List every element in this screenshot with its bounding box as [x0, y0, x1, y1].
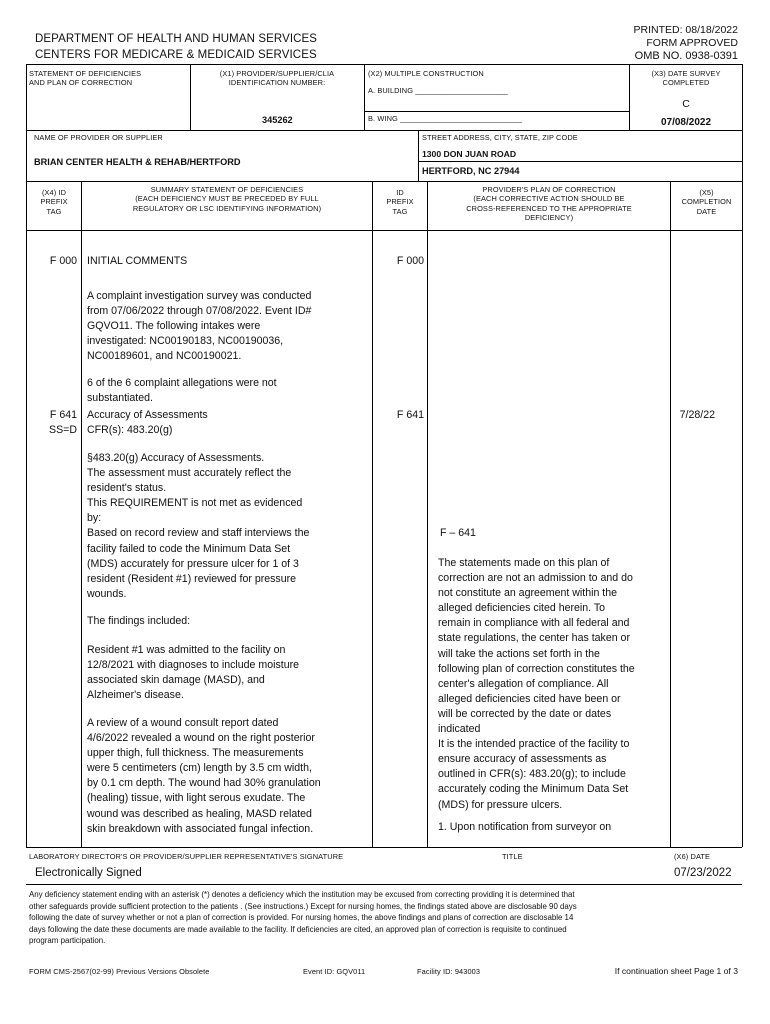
plan-column-header: PROVIDER'S PLAN OF CORRECTION (EACH CORRECTIVE ACTION SHOULD BE CROSS-REFERENCED TO THE APPROPRIATE DEFICIENCY)	[466, 185, 632, 223]
facility-id: Facility ID: 943003	[417, 967, 481, 976]
agency-title: CENTERS FOR MEDICARE & MEDICAID SERVICES	[35, 49, 317, 61]
resident-text: Resident #1 was admitted to the facility on 12/8/2021 with diagnoses to include moisture associated skin damage (MASD), and Alzheimer's disease.	[87, 644, 300, 702]
f641-prefix: F 641	[49, 409, 77, 421]
building-label: A. BUILDING ______________________	[368, 86, 508, 95]
department-title: DEPARTMENT OF HEALTH AND HUMAN SERVICES	[35, 33, 318, 45]
summary-column-header: SUMMARY STATEMENT OF DEFICIENCIES (EACH DEFICIENCY MUST BE PRECEDED BY FULL REGULATORY OR LSC IDENTIFYING INFORMATION)	[132, 185, 322, 213]
signature-value: Electronically Signed	[35, 867, 142, 879]
street-address: 1300 DON JUAN ROAD	[422, 149, 517, 159]
x4-column-header: (X4) ID PREFIX TAG	[40, 188, 68, 216]
address-label: STREET ADDRESS, CITY, STATE, ZIP CODE	[422, 133, 578, 142]
form-number: FORM CMS-2567(02-99) Previous Versions Obsolete	[29, 967, 210, 976]
statement-label: STATEMENT OF DEFICIENCIES AND PLAN OF CORRECTION	[29, 69, 142, 88]
f000-title: INITIAL COMMENTS	[87, 255, 188, 267]
wound-report-text: A review of a wound consult report dated 4/6/2022 revealed a wound on the right posterior upper thigh, full thickness. The measurements were 5 centimeters (cm) length by 3.5 cm width, by 0.1 cm depth. The wound had 30% granulation (healing) tissue, with light serous exudate. The wound was described as healing, MASD related skin breakdown with associated fungal infection.	[87, 717, 321, 835]
omb-number: OMB NO. 0938-0391	[634, 50, 738, 62]
event-id: Event ID: GQV011	[303, 967, 366, 976]
f641-requirement-text: §483.20(g) Accuracy of Assessments. The assessment must accurately reflect the resident's status. This REQUIREMENT is not met as evidenced by: Based on record review and staff interviews the facility failed to code the Minimum Data Set (MDS) accurately for pressure ulcer for 1 of 3 resident (Resident #1) reviewed for pressure wounds.	[87, 452, 310, 600]
title-label: TITLE	[502, 852, 523, 861]
provider-id: 345262	[262, 115, 293, 125]
f641-cfr: CFR(s): 483.20(g)	[87, 424, 173, 436]
survey-date: 07/08/2022	[660, 117, 712, 128]
city-state-zip: HERTFORD, NC 27944	[422, 166, 520, 176]
f000-prefix: F 000	[49, 255, 77, 267]
signature-date-label: (X6) DATE	[674, 852, 711, 861]
x2-label: (X2) MULTIPLE CONSTRUCTION	[368, 69, 484, 78]
deficiency-disclaimer: Any deficiency statement ending with an asterisk (*) denotes a deficiency which the institution may be excused from correcting providing it is determined that other safeguards provide sufficient protection to the patients . (See instructions.) Except for nursing homes, the findings stated above are disclosable 90 days following the date of survey whether or not a plan of correction is provided. For nursing homes, the above findings and plans of correction are disclosable 14 days following the date these documents are made available to the facility. If deficiencies are cited, an approved plan of correction is requisite to continued program participation.	[29, 890, 577, 946]
f641-id: F 641	[396, 409, 424, 421]
survey-code: C	[682, 98, 690, 110]
signature-label: LABORATORY DIRECTOR'S OR PROVIDER/SUPPLIER REPRESENTATIVE'S SIGNATURE	[29, 852, 344, 861]
findings-label: The findings included:	[87, 615, 191, 627]
complaint-survey-text: A complaint investigation survey was conducted from 07/06/2022 through 07/08/2022. Event ID# GQVO11. The following intakes were investigated: NC00190183, NC00190036, NC00189601, and NC00190021.	[87, 290, 312, 363]
x3-label: (X3) DATE SURVEY COMPLETED	[651, 69, 721, 88]
plan-tag: F – 641	[440, 527, 476, 539]
signature-date: 07/23/2022	[674, 867, 732, 879]
wing-label: B. WING _____________________________	[368, 114, 523, 123]
provider-name-label: NAME OF PROVIDER OR SUPPLIER	[34, 133, 163, 142]
plan-statement: The statements made on this plan of correction are not an admission to and do not constitute an agreement within the alleged deficiencies cited herein. To remain in compliance with all federal and state regulations, the center has taken or will take the actions set forth in the following plan of correction constitutes the center's allegation of compliance. All alleged deficiencies cited have been or will be corrected by the date or dates indicated It is the intended practice of the facility to ensure accuracy of assessments as outlined in CFR(s): 483.20(g); to include accurately coding the Minimum Data Set (MDS) for pressure ulcers.	[438, 557, 635, 811]
id-column-header: ID PREFIX TAG	[386, 188, 414, 216]
x5-column-header: (X5) COMPLETION DATE	[681, 188, 732, 216]
f641-scope-severity: SS=D	[49, 424, 77, 436]
form-approved: FORM APPROVED	[646, 37, 738, 49]
f000-id: F 000	[396, 255, 424, 267]
page-indicator: If continuation sheet Page 1 of 3	[614, 966, 738, 976]
provider-name: BRIAN CENTER HEALTH & REHAB/HERTFORD	[34, 157, 241, 167]
f641-completion-date: 7/28/22	[679, 409, 715, 421]
allegations-text: 6 of the 6 complaint allegations were not substantiated.	[87, 377, 277, 405]
x1-label: (X1) PROVIDER/SUPPLIER/CLIA IDENTIFICATION NUMBER:	[219, 69, 335, 88]
f641-title: Accuracy of Assessments	[87, 409, 208, 421]
plan-item-1: 1. Upon notification from surveyor on	[438, 821, 612, 833]
printed-date: PRINTED: 08/18/2022	[633, 24, 738, 36]
